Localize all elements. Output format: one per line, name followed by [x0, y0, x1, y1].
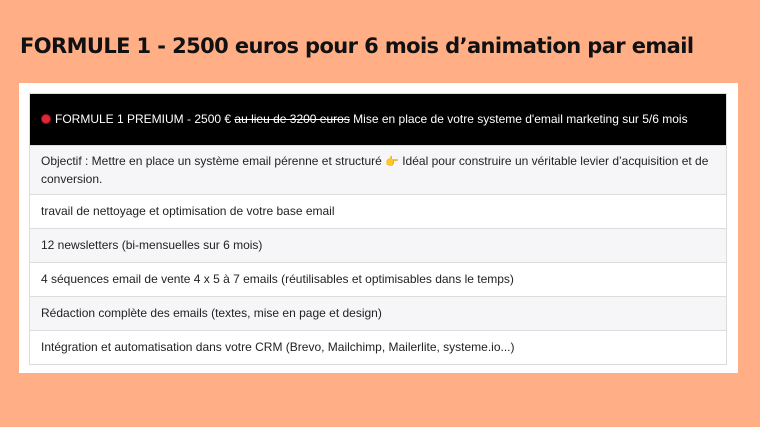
table-row [30, 262, 726, 296]
header-text [41, 110, 688, 129]
offer-table [29, 93, 727, 365]
header-title: FORMULE 1 PREMIUM - 2500 € [55, 112, 235, 126]
table-row [30, 296, 726, 330]
table-header-row [30, 94, 726, 145]
table-row [30, 194, 726, 228]
pointing-hand-icon: 👉 [385, 155, 399, 168]
row-text: Rédaction complète des emails (textes, mise en page et design) [41, 306, 382, 320]
red-circle-icon [41, 114, 51, 124]
row-text: Intégration et automatisation dans votre CRM (Brevo, Mailchimp, Mailerlite, systeme.io...) [41, 340, 515, 354]
row-text: 4 séquences email de vente 4 x 5 à 7 emails (réutilisables et optimisables dans le temps) [41, 272, 514, 286]
objective-part2: Idéal pour construire un véritable levier d’acquisition et de conversion. [41, 153, 709, 186]
row-text: 12 newsletters (bi-mensuelles sur 6 mois) [41, 238, 263, 252]
offer-card [19, 83, 738, 373]
row-text: travail de nettoyage et optimisation de votre base email [41, 204, 335, 218]
old-price: au lieu de 3200 euros [234, 112, 350, 126]
objective-part1: Objectif : Mettre en place un système email pérenne et structuré [41, 153, 386, 168]
table-row [30, 228, 726, 262]
table-row [30, 330, 726, 364]
page-title: FORMULE 1 - 2500 euros pour 6 mois d’animation par email [20, 34, 694, 58]
header-description: Mise en place de votre systeme d'email marketing sur 5/6 mois [349, 112, 688, 126]
table-row-objective [30, 145, 726, 194]
objective-text [41, 153, 715, 188]
